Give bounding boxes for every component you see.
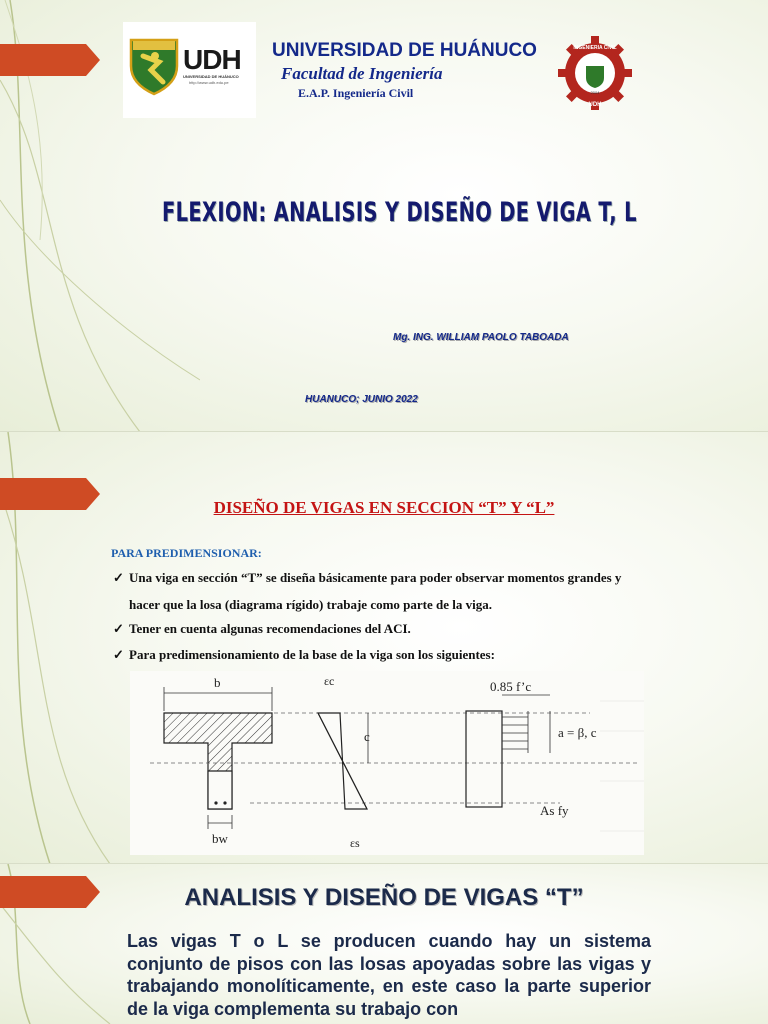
label-bw: bw — [212, 831, 228, 846]
analysis-body: Las vigas T o L se producen cuando hay un sistema conjunto de pisos con las losas apoyadas sobre las vigas y trabajando monolíticamente, en este caso la parte superior de la viga complementa su trabajo con — [127, 931, 651, 1019]
bullet-item — [113, 570, 621, 586]
t-beam-diagram — [130, 671, 644, 855]
faculty-name: Facultad de Ingeniería — [281, 64, 443, 83]
civil-engineering-seal-icon — [558, 36, 632, 110]
check-icon: ✓ — [113, 570, 124, 585]
bullet-text: Una viga en sección “T” se diseña básicamente para poder observar momentos grandes y — [129, 570, 622, 585]
title-slide — [0, 0, 768, 432]
label-asfy: As fy — [540, 803, 569, 818]
analysis-title: ANALISIS Y DISEÑO DE VIGAS “T” — [184, 884, 584, 911]
label-eps-c: εc — [324, 674, 335, 688]
label-fc: 0.85 f’c — [490, 679, 532, 694]
author-name: Mg. ING. WILLIAM PAOLO TABOADA — [393, 332, 569, 343]
label-b: b — [214, 675, 221, 690]
shield-icon — [129, 36, 179, 96]
seal-year: 2004 — [590, 90, 600, 95]
section-title: DISEÑO DE VIGAS EN SECCION “T” Y “L” — [213, 498, 555, 517]
accent-tab — [0, 44, 100, 76]
section-subtitle: PARA PREDIMENSIONAR: — [111, 546, 262, 560]
check-icon: ✓ — [113, 621, 124, 636]
presentation-date: HUANUCO; JUNIO 2022 — [305, 394, 418, 405]
university-name: UNIVERSIDAD DE HUÁNUCO — [272, 40, 537, 61]
logo-url: http://www.udh.edu.pe — [189, 80, 229, 85]
bullet-item — [113, 621, 411, 637]
presentation-title: FLEXION: ANALISIS Y DISEÑO DE VIGA T, L — [162, 197, 637, 228]
check-icon: ✓ — [113, 647, 124, 662]
udh-logo — [123, 22, 256, 118]
bullet-text: Para predimensionamiento de la base de la viga son los siguientes: — [129, 647, 495, 662]
seal-text: INGENIERIA CIVIL — [573, 45, 617, 51]
logo-subtitle: UNIVERSIDAD DE HUÁNUCO — [183, 74, 239, 79]
label-a: a = β, c — [558, 725, 597, 740]
bullet-continuation: hacer que la losa (diagrama rígido) trabaje como parte de la viga. — [129, 597, 492, 612]
design-slide — [0, 432, 768, 864]
label-c: c — [364, 729, 370, 744]
analysis-slide — [0, 864, 768, 1024]
bullet-item — [113, 647, 495, 663]
label-eps-s: εs — [350, 836, 360, 850]
bullet-text: Tener en cuenta algunas recomendaciones del ACI. — [129, 621, 411, 636]
seal-abbr: UDH — [588, 102, 602, 108]
logo-brand: UDH — [183, 44, 241, 75]
school-name: E.A.P. Ingeniería Civil — [298, 86, 414, 100]
